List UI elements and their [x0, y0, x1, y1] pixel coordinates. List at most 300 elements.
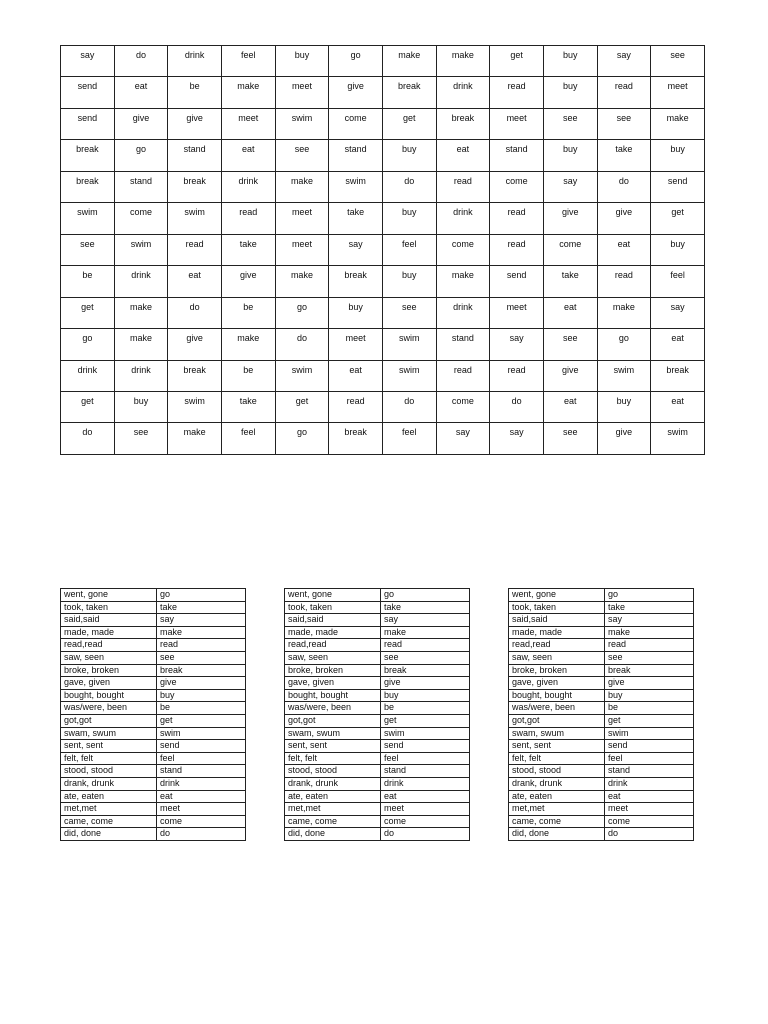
- grid-cell: swim: [61, 203, 115, 234]
- grid-cell: come: [436, 391, 490, 422]
- grid-cell: go: [275, 297, 329, 328]
- base-form-cell: read: [605, 639, 694, 652]
- grid-cell: make: [436, 266, 490, 297]
- grid-cell: send: [61, 77, 115, 108]
- base-form-cell: come: [381, 815, 470, 828]
- base-form-cell: go: [605, 589, 694, 602]
- base-form-cell: feel: [605, 752, 694, 765]
- grid-cell: eat: [168, 266, 222, 297]
- base-form-cell: do: [157, 828, 246, 841]
- base-form-cell: get: [381, 714, 470, 727]
- grid-cell: see: [597, 108, 651, 139]
- grid-cell: meet: [275, 77, 329, 108]
- base-form-cell: make: [157, 626, 246, 639]
- past-forms-cell: did, done: [61, 828, 157, 841]
- grid-cell: see: [275, 140, 329, 171]
- grid-cell: get: [61, 391, 115, 422]
- past-forms-cell: was/were, been: [285, 702, 381, 715]
- grid-cell: swim: [597, 360, 651, 391]
- past-forms-cell: swam, swum: [285, 727, 381, 740]
- grid-cell: make: [114, 329, 168, 360]
- grid-cell: give: [543, 203, 597, 234]
- key-row: [61, 626, 246, 639]
- grid-cell: stand: [490, 140, 544, 171]
- key-row: [285, 765, 470, 778]
- base-form-cell: say: [157, 614, 246, 627]
- grid-cell: swim: [168, 391, 222, 422]
- key-row: [509, 765, 694, 778]
- grid-cell: buy: [597, 391, 651, 422]
- past-forms-cell: bought, bought: [509, 689, 605, 702]
- base-form-cell: do: [605, 828, 694, 841]
- grid-cell: make: [275, 171, 329, 202]
- grid-cell: break: [382, 77, 436, 108]
- grid-cell: make: [275, 266, 329, 297]
- past-forms-cell: saw, seen: [61, 651, 157, 664]
- grid-cell: drink: [436, 297, 490, 328]
- past-forms-cell: gave, given: [509, 677, 605, 690]
- base-form-cell: be: [157, 702, 246, 715]
- grid-cell: make: [114, 297, 168, 328]
- grid-cell: take: [329, 203, 383, 234]
- key-row: [509, 614, 694, 627]
- grid-cell: give: [221, 266, 275, 297]
- past-forms-cell: ate, eaten: [285, 790, 381, 803]
- base-form-cell: give: [605, 677, 694, 690]
- grid-cell: meet: [329, 329, 383, 360]
- grid-cell: give: [168, 108, 222, 139]
- grid-cell: break: [436, 108, 490, 139]
- grid-cell: give: [114, 108, 168, 139]
- key-row: [509, 626, 694, 639]
- past-forms-cell: saw, seen: [509, 651, 605, 664]
- grid-cell: drink: [221, 171, 275, 202]
- key-row: [509, 651, 694, 664]
- key-row: [509, 589, 694, 602]
- base-form-cell: make: [605, 626, 694, 639]
- past-forms-cell: sent, sent: [285, 740, 381, 753]
- grid-cell: read: [436, 171, 490, 202]
- grid-cell: eat: [597, 234, 651, 265]
- grid-cell: swim: [114, 234, 168, 265]
- past-forms-cell: got,got: [509, 714, 605, 727]
- grid-cell: buy: [543, 140, 597, 171]
- grid-cell: read: [221, 203, 275, 234]
- key-row: [61, 727, 246, 740]
- grid-cell: go: [329, 46, 383, 77]
- base-form-cell: drink: [381, 777, 470, 790]
- key-row: [285, 803, 470, 816]
- grid-cell: do: [114, 46, 168, 77]
- grid-cell: meet: [490, 108, 544, 139]
- key-row: [61, 828, 246, 841]
- key-row: [61, 790, 246, 803]
- grid-cell: see: [543, 329, 597, 360]
- base-form-cell: go: [157, 589, 246, 602]
- past-forms-cell: drank, drunk: [509, 777, 605, 790]
- bingo-grid: [60, 45, 705, 455]
- answer-key-table-2: [284, 588, 470, 841]
- key-row: [61, 815, 246, 828]
- grid-cell: feel: [382, 234, 436, 265]
- key-row: [285, 664, 470, 677]
- base-form-cell: get: [605, 714, 694, 727]
- grid-cell: drink: [114, 266, 168, 297]
- base-form-cell: meet: [605, 803, 694, 816]
- grid-row: [61, 77, 705, 108]
- key-row: [509, 777, 694, 790]
- key-row: [61, 777, 246, 790]
- base-form-cell: eat: [157, 790, 246, 803]
- past-forms-cell: swam, swum: [61, 727, 157, 740]
- key-row: [61, 639, 246, 652]
- key-row: [285, 727, 470, 740]
- grid-cell: eat: [221, 140, 275, 171]
- key-row: [509, 790, 694, 803]
- base-form-cell: go: [381, 589, 470, 602]
- grid-cell: buy: [382, 140, 436, 171]
- past-forms-cell: got,got: [61, 714, 157, 727]
- past-forms-cell: met,met: [285, 803, 381, 816]
- base-form-cell: come: [605, 815, 694, 828]
- base-form-cell: break: [605, 664, 694, 677]
- grid-cell: see: [651, 46, 705, 77]
- key-row: [509, 702, 694, 715]
- past-forms-cell: read,read: [509, 639, 605, 652]
- key-row: [509, 815, 694, 828]
- grid-cell: give: [597, 203, 651, 234]
- grid-cell: drink: [168, 46, 222, 77]
- grid-cell: drink: [436, 77, 490, 108]
- grid-cell: take: [597, 140, 651, 171]
- base-form-cell: swim: [381, 727, 470, 740]
- grid-cell: get: [651, 203, 705, 234]
- past-forms-cell: broke, broken: [285, 664, 381, 677]
- past-forms-cell: took, taken: [285, 601, 381, 614]
- key-row: [509, 752, 694, 765]
- grid-cell: buy: [543, 77, 597, 108]
- key-row: [509, 601, 694, 614]
- grid-cell: eat: [329, 360, 383, 391]
- grid-cell: be: [61, 266, 115, 297]
- base-form-cell: take: [157, 601, 246, 614]
- base-form-cell: take: [605, 601, 694, 614]
- base-form-cell: read: [157, 639, 246, 652]
- grid-cell: drink: [114, 360, 168, 391]
- base-form-cell: send: [605, 740, 694, 753]
- grid-cell: say: [329, 234, 383, 265]
- grid-cell: stand: [114, 171, 168, 202]
- grid-cell: make: [382, 46, 436, 77]
- base-form-cell: see: [381, 651, 470, 664]
- grid-cell: come: [329, 108, 383, 139]
- base-form-cell: buy: [381, 689, 470, 702]
- key-row: [61, 740, 246, 753]
- grid-cell: see: [382, 297, 436, 328]
- base-form-cell: send: [381, 740, 470, 753]
- base-form-cell: give: [157, 677, 246, 690]
- key-row: [61, 702, 246, 715]
- key-row: [61, 601, 246, 614]
- grid-cell: break: [329, 266, 383, 297]
- grid-cell: meet: [651, 77, 705, 108]
- past-forms-cell: said,said: [61, 614, 157, 627]
- key-row: [285, 815, 470, 828]
- grid-cell: read: [329, 391, 383, 422]
- grid-cell: buy: [275, 46, 329, 77]
- grid-cell: eat: [436, 140, 490, 171]
- grid-row: [61, 46, 705, 77]
- key-row: [509, 664, 694, 677]
- past-forms-cell: read,read: [61, 639, 157, 652]
- grid-cell: buy: [329, 297, 383, 328]
- grid-cell: buy: [543, 46, 597, 77]
- grid-cell: do: [275, 329, 329, 360]
- base-form-cell: meet: [381, 803, 470, 816]
- base-form-cell: stand: [605, 765, 694, 778]
- base-form-cell: make: [381, 626, 470, 639]
- key-row: [509, 803, 694, 816]
- past-forms-cell: bought, bought: [285, 689, 381, 702]
- key-row: [285, 790, 470, 803]
- grid-cell: go: [597, 329, 651, 360]
- base-form-cell: feel: [381, 752, 470, 765]
- grid-cell: be: [168, 77, 222, 108]
- base-form-cell: get: [157, 714, 246, 727]
- grid-row: [61, 360, 705, 391]
- grid-row: [61, 391, 705, 422]
- grid-cell: read: [597, 77, 651, 108]
- base-form-cell: give: [381, 677, 470, 690]
- key-row: [61, 664, 246, 677]
- key-row: [285, 752, 470, 765]
- bingo-grid-table: [60, 45, 705, 455]
- grid-cell: be: [221, 360, 275, 391]
- base-form-cell: come: [157, 815, 246, 828]
- grid-cell: come: [114, 203, 168, 234]
- grid-cell: come: [436, 234, 490, 265]
- base-form-cell: drink: [605, 777, 694, 790]
- grid-cell: go: [61, 329, 115, 360]
- grid-cell: buy: [651, 234, 705, 265]
- grid-cell: say: [597, 46, 651, 77]
- past-forms-cell: sent, sent: [509, 740, 605, 753]
- grid-row: [61, 266, 705, 297]
- key-row: [61, 765, 246, 778]
- key-row: [285, 689, 470, 702]
- base-form-cell: break: [157, 664, 246, 677]
- grid-cell: read: [490, 203, 544, 234]
- grid-cell: say: [436, 423, 490, 455]
- key-row: [509, 828, 694, 841]
- grid-cell: feel: [221, 423, 275, 455]
- grid-cell: feel: [382, 423, 436, 455]
- grid-cell: swim: [275, 360, 329, 391]
- grid-cell: do: [61, 423, 115, 455]
- grid-cell: read: [490, 234, 544, 265]
- key-row: [285, 651, 470, 664]
- grid-cell: buy: [382, 203, 436, 234]
- past-forms-cell: said,said: [509, 614, 605, 627]
- past-forms-cell: met,met: [61, 803, 157, 816]
- grid-cell: feel: [651, 266, 705, 297]
- grid-cell: give: [543, 360, 597, 391]
- grid-cell: drink: [436, 203, 490, 234]
- base-form-cell: be: [381, 702, 470, 715]
- past-forms-cell: felt, felt: [61, 752, 157, 765]
- grid-cell: say: [490, 423, 544, 455]
- base-form-cell: stand: [381, 765, 470, 778]
- past-forms-cell: came, come: [61, 815, 157, 828]
- key-row: [285, 828, 470, 841]
- past-forms-cell: said,said: [285, 614, 381, 627]
- grid-cell: swim: [168, 203, 222, 234]
- grid-cell: see: [543, 423, 597, 455]
- grid-cell: buy: [651, 140, 705, 171]
- grid-cell: stand: [436, 329, 490, 360]
- past-forms-cell: took, taken: [509, 601, 605, 614]
- past-forms-cell: did, done: [285, 828, 381, 841]
- base-form-cell: see: [157, 651, 246, 664]
- grid-cell: do: [382, 391, 436, 422]
- grid-cell: get: [490, 46, 544, 77]
- grid-cell: break: [329, 423, 383, 455]
- grid-cell: meet: [275, 203, 329, 234]
- base-form-cell: swim: [157, 727, 246, 740]
- grid-cell: swim: [382, 329, 436, 360]
- grid-cell: send: [651, 171, 705, 202]
- key-row: [61, 803, 246, 816]
- grid-cell: come: [543, 234, 597, 265]
- past-forms-cell: made, made: [61, 626, 157, 639]
- past-forms-cell: took, taken: [61, 601, 157, 614]
- key-row: [61, 752, 246, 765]
- base-form-cell: be: [605, 702, 694, 715]
- grid-row: [61, 203, 705, 234]
- grid-cell: buy: [382, 266, 436, 297]
- past-forms-cell: got,got: [285, 714, 381, 727]
- grid-cell: send: [490, 266, 544, 297]
- grid-cell: make: [221, 329, 275, 360]
- grid-cell: break: [61, 140, 115, 171]
- grid-cell: buy: [114, 391, 168, 422]
- past-forms-cell: felt, felt: [285, 752, 381, 765]
- grid-cell: do: [168, 297, 222, 328]
- grid-cell: read: [436, 360, 490, 391]
- past-forms-cell: bought, bought: [61, 689, 157, 702]
- base-form-cell: feel: [157, 752, 246, 765]
- grid-cell: take: [543, 266, 597, 297]
- grid-cell: take: [221, 234, 275, 265]
- key-row: [285, 702, 470, 715]
- past-forms-cell: was/were, been: [509, 702, 605, 715]
- grid-cell: make: [221, 77, 275, 108]
- past-forms-cell: did, done: [509, 828, 605, 841]
- base-form-cell: stand: [157, 765, 246, 778]
- key-row: [61, 614, 246, 627]
- grid-row: [61, 140, 705, 171]
- grid-cell: say: [651, 297, 705, 328]
- key-row: [61, 589, 246, 602]
- grid-cell: read: [490, 360, 544, 391]
- grid-row: [61, 329, 705, 360]
- grid-cell: send: [61, 108, 115, 139]
- grid-cell: eat: [651, 391, 705, 422]
- grid-cell: meet: [221, 108, 275, 139]
- past-forms-cell: broke, broken: [509, 664, 605, 677]
- base-form-cell: meet: [157, 803, 246, 816]
- grid-cell: drink: [61, 360, 115, 391]
- past-forms-cell: drank, drunk: [61, 777, 157, 790]
- key-row: [61, 677, 246, 690]
- grid-cell: break: [651, 360, 705, 391]
- past-forms-cell: met,met: [509, 803, 605, 816]
- grid-cell: give: [329, 77, 383, 108]
- grid-cell: eat: [651, 329, 705, 360]
- grid-cell: swim: [329, 171, 383, 202]
- past-forms-cell: swam, swum: [509, 727, 605, 740]
- past-forms-cell: gave, given: [61, 677, 157, 690]
- past-forms-cell: went, gone: [61, 589, 157, 602]
- past-forms-cell: made, made: [285, 626, 381, 639]
- answer-key-table-1: [60, 588, 246, 841]
- past-forms-cell: ate, eaten: [61, 790, 157, 803]
- key-row: [61, 651, 246, 664]
- grid-cell: break: [168, 171, 222, 202]
- grid-cell: go: [114, 140, 168, 171]
- key-row: [509, 727, 694, 740]
- base-form-cell: do: [381, 828, 470, 841]
- grid-cell: make: [651, 108, 705, 139]
- grid-cell: break: [168, 360, 222, 391]
- grid-cell: take: [221, 391, 275, 422]
- grid-row: [61, 297, 705, 328]
- grid-cell: break: [61, 171, 115, 202]
- base-form-cell: eat: [605, 790, 694, 803]
- grid-cell: stand: [329, 140, 383, 171]
- key-row: [509, 689, 694, 702]
- grid-cell: say: [61, 46, 115, 77]
- key-row: [61, 689, 246, 702]
- grid-cell: swim: [651, 423, 705, 455]
- grid-cell: feel: [221, 46, 275, 77]
- grid-cell: see: [114, 423, 168, 455]
- grid-row: [61, 234, 705, 265]
- grid-cell: say: [490, 329, 544, 360]
- grid-cell: eat: [543, 297, 597, 328]
- key-row: [285, 626, 470, 639]
- grid-cell: do: [597, 171, 651, 202]
- past-forms-cell: went, gone: [285, 589, 381, 602]
- base-form-cell: drink: [157, 777, 246, 790]
- grid-cell: read: [168, 234, 222, 265]
- grid-cell: get: [275, 391, 329, 422]
- past-forms-cell: gave, given: [285, 677, 381, 690]
- key-row: [285, 601, 470, 614]
- grid-cell: say: [543, 171, 597, 202]
- key-row: [285, 740, 470, 753]
- key-row: [285, 614, 470, 627]
- key-row: [509, 714, 694, 727]
- past-forms-cell: saw, seen: [285, 651, 381, 664]
- past-forms-cell: came, come: [509, 815, 605, 828]
- grid-cell: eat: [543, 391, 597, 422]
- base-form-cell: break: [381, 664, 470, 677]
- past-forms-cell: ate, eaten: [509, 790, 605, 803]
- grid-cell: read: [490, 77, 544, 108]
- base-form-cell: say: [381, 614, 470, 627]
- past-forms-cell: sent, sent: [61, 740, 157, 753]
